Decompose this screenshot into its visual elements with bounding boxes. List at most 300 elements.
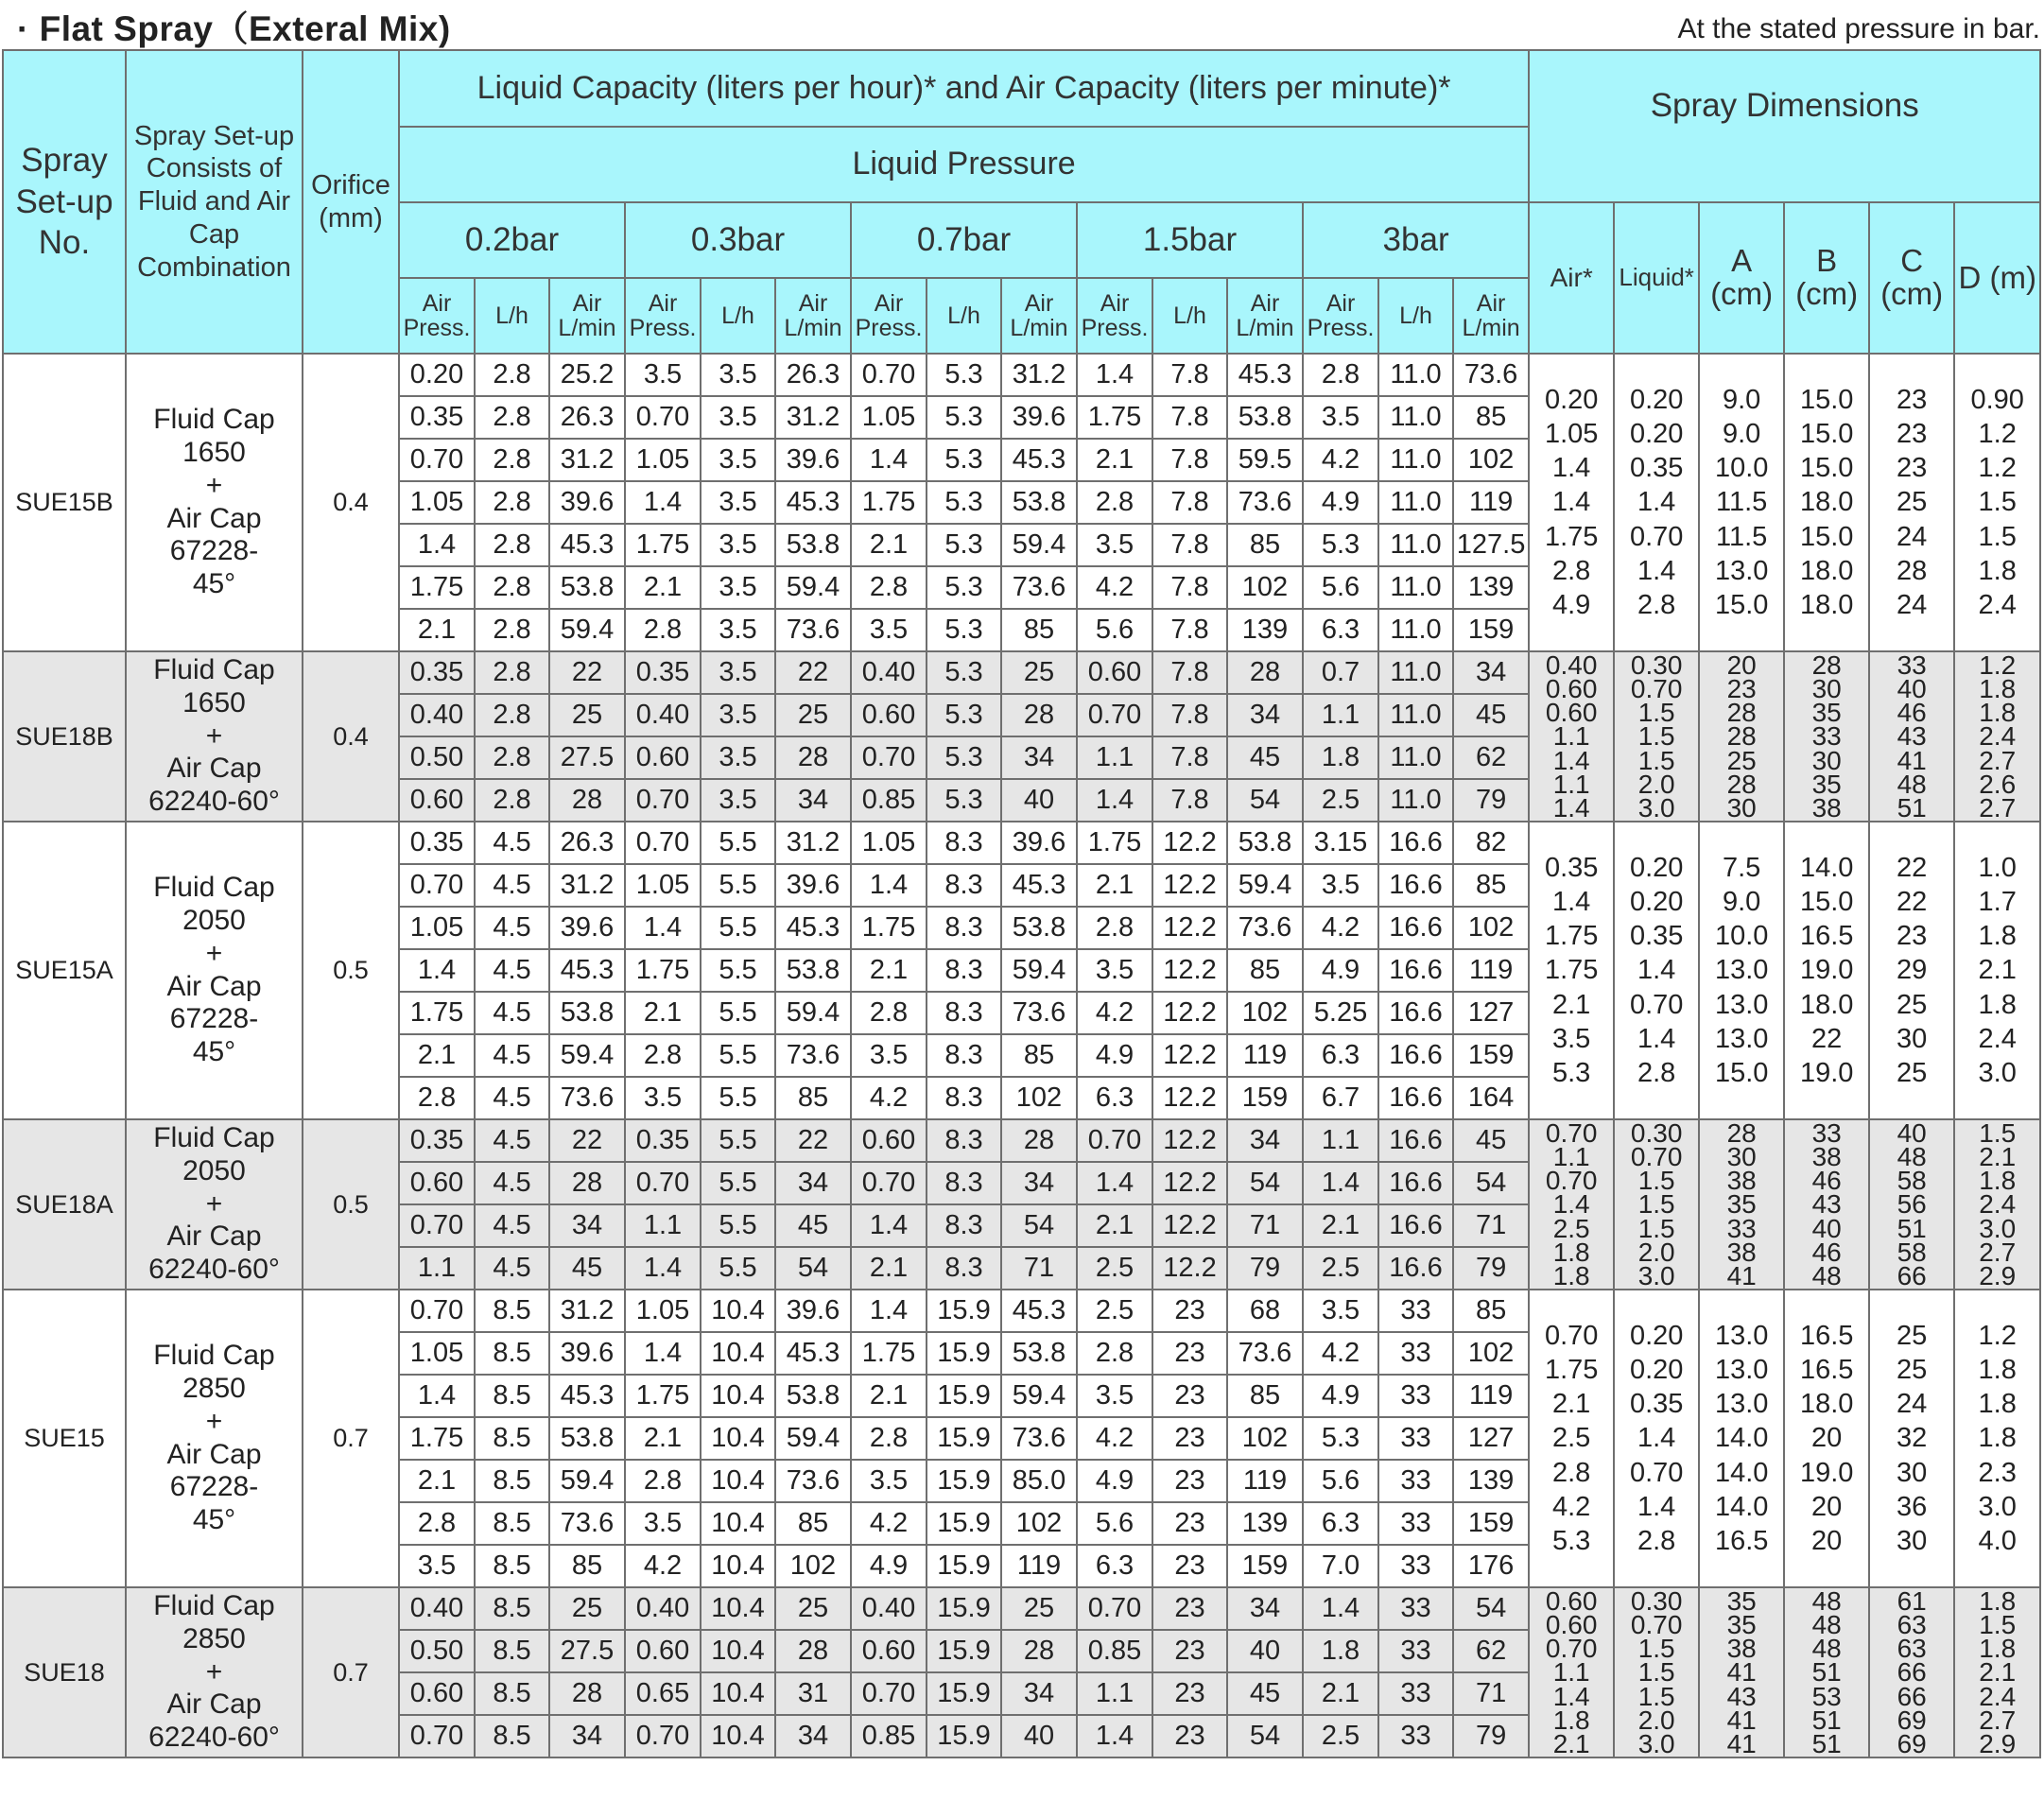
header-b: B (cm) — [1784, 202, 1869, 354]
combo-line: Fluid Cap — [153, 1122, 275, 1153]
value-cell: 4.2 — [1303, 439, 1378, 481]
value-cell: 71 — [1227, 1204, 1303, 1247]
value-cell: 15.9 — [927, 1672, 1001, 1715]
value-cell: 0.85 — [851, 1715, 927, 1757]
value-cell: 5.3 — [927, 736, 1001, 779]
value-cell: 2.8 — [625, 1460, 701, 1502]
value-cell: 45 — [775, 1204, 851, 1247]
value-cell: 2.8 — [475, 566, 549, 609]
value-cell: 4.2 — [1077, 1417, 1152, 1460]
value-cell: 59.4 — [775, 566, 851, 609]
header-pressure-0-7: 0.7bar — [851, 202, 1077, 278]
dimension-a-cell: 13.0 13.0 13.0 14.0 14.0 14.0 16.5 — [1699, 1290, 1784, 1587]
value-cell: 0.70 — [625, 396, 701, 439]
header-liquid: Liquid* — [1614, 202, 1699, 354]
value-cell: 3.5 — [701, 354, 775, 396]
value-cell: 16.6 — [1378, 864, 1453, 907]
value-cell: 102 — [1453, 1332, 1529, 1375]
value-cell: 16.6 — [1378, 822, 1453, 864]
value-cell: 45.3 — [549, 524, 625, 566]
value-cell: 25 — [1001, 651, 1077, 694]
value-cell: 53.8 — [1001, 907, 1077, 949]
value-cell: 6.3 — [1077, 1077, 1152, 1119]
value-cell: 6.3 — [1303, 1502, 1378, 1545]
value-cell: 1.4 — [625, 1332, 701, 1375]
value-cell: 45.3 — [1001, 1290, 1077, 1332]
value-cell: 5.5 — [701, 1247, 775, 1290]
value-cell: 7.8 — [1152, 354, 1227, 396]
value-cell: 45.3 — [1001, 864, 1077, 907]
value-cell: 1.8 — [1303, 736, 1378, 779]
value-cell: 22 — [549, 651, 625, 694]
value-cell: 2.8 — [475, 354, 549, 396]
value-cell: 4.5 — [475, 1162, 549, 1204]
value-cell: 4.9 — [1303, 1375, 1378, 1417]
value-cell: 59.4 — [549, 609, 625, 651]
value-cell: 0.60 — [625, 1630, 701, 1672]
value-cell: 4.9 — [1303, 949, 1378, 992]
value-cell: 23 — [1152, 1332, 1227, 1375]
value-cell: 7.8 — [1152, 779, 1227, 822]
setup-no-cell: SUE15A — [3, 822, 126, 1119]
value-cell: 34 — [1001, 1672, 1077, 1715]
value-cell: 3.5 — [1077, 524, 1152, 566]
combo-cell — [126, 651, 303, 822]
value-cell: 3.5 — [1077, 1375, 1152, 1417]
value-cell: 0.85 — [851, 779, 927, 822]
value-cell: 53.8 — [775, 949, 851, 992]
value-cell: 5.3 — [927, 566, 1001, 609]
value-cell: 2.1 — [851, 1375, 927, 1417]
value-cell: 59.4 — [1001, 949, 1077, 992]
setup-no-cell: SUE18 — [3, 1587, 126, 1757]
value-cell: 34 — [1227, 1587, 1303, 1630]
value-cell: 159 — [1453, 1034, 1529, 1077]
combo-line: 1650 — [182, 436, 246, 468]
value-cell: 16.6 — [1378, 1077, 1453, 1119]
value-cell: 2.5 — [1077, 1290, 1152, 1332]
value-cell: 23 — [1152, 1417, 1227, 1460]
table-row — [3, 354, 2040, 396]
value-cell: 28 — [775, 1630, 851, 1672]
value-cell: 79 — [1453, 1715, 1529, 1757]
value-cell: 34 — [549, 1715, 625, 1757]
value-cell: 73.6 — [775, 609, 851, 651]
value-cell: 2.8 — [475, 396, 549, 439]
value-cell: 8.3 — [927, 907, 1001, 949]
value-cell: 3.5 — [1303, 864, 1378, 907]
dimension-liquid-cell: 0.30 0.70 1.5 1.5 1.5 2.0 3.0 — [1614, 1119, 1699, 1290]
combo-line: + — [205, 719, 223, 752]
value-cell: 0.70 — [625, 1162, 701, 1204]
value-cell: 85 — [775, 1502, 851, 1545]
value-cell: 2.8 — [475, 694, 549, 736]
value-cell: 0.70 — [399, 1715, 475, 1757]
value-cell: 12.2 — [1152, 1119, 1227, 1162]
value-cell: 7.8 — [1152, 651, 1227, 694]
value-cell: 26.3 — [549, 822, 625, 864]
value-cell: 59.4 — [775, 992, 851, 1034]
value-cell: 2.8 — [475, 736, 549, 779]
value-cell: 0.70 — [851, 1162, 927, 1204]
value-cell: 7.8 — [1152, 566, 1227, 609]
value-cell: 0.35 — [399, 651, 475, 694]
dimension-liquid-cell: 0.30 0.70 1.5 1.5 1.5 2.0 3.0 — [1614, 651, 1699, 822]
value-cell: 59.4 — [549, 1034, 625, 1077]
value-cell: 1.05 — [625, 864, 701, 907]
value-cell: 1.05 — [399, 481, 475, 524]
combo-line: Fluid Cap — [153, 872, 275, 904]
value-cell: 2.1 — [625, 992, 701, 1034]
value-cell: 5.5 — [701, 1034, 775, 1077]
pressure-note: At the stated pressure in bar. — [1677, 13, 2040, 44]
value-cell: 1.4 — [399, 1375, 475, 1417]
header-liquid-pressure: Liquid Pressure — [399, 127, 1529, 202]
value-cell: 0.60 — [399, 1162, 475, 1204]
dimension-d-cell: 0.90 1.2 1.2 1.5 1.5 1.8 2.4 — [1954, 354, 2040, 651]
value-cell: 2.8 — [475, 524, 549, 566]
value-cell: 54 — [1227, 779, 1303, 822]
value-cell: 1.4 — [1077, 779, 1152, 822]
value-cell: 33 — [1378, 1545, 1453, 1587]
value-cell: 12.2 — [1152, 1077, 1227, 1119]
value-cell: 5.3 — [1303, 524, 1378, 566]
value-cell: 5.25 — [1303, 992, 1378, 1034]
dimension-d-cell: 1.2 1.8 1.8 2.4 2.7 2.6 2.7 — [1954, 651, 2040, 822]
value-cell: 53.8 — [1227, 396, 1303, 439]
value-cell: 10.4 — [701, 1672, 775, 1715]
value-cell: 0.70 — [399, 439, 475, 481]
value-cell: 53.8 — [1001, 481, 1077, 524]
value-cell: 2.8 — [851, 566, 927, 609]
value-cell: 3.15 — [1303, 822, 1378, 864]
value-cell: 4.2 — [1077, 566, 1152, 609]
value-cell: 16.6 — [1378, 1247, 1453, 1290]
value-cell: 176 — [1453, 1545, 1529, 1587]
combo-line: Fluid Cap — [153, 1340, 275, 1372]
value-cell: 0.70 — [1077, 694, 1152, 736]
value-cell: 11.0 — [1378, 609, 1453, 651]
value-cell: 139 — [1227, 1502, 1303, 1545]
value-cell: 3.5 — [625, 354, 701, 396]
value-cell: 11.0 — [1378, 736, 1453, 779]
value-cell: 8.3 — [927, 1162, 1001, 1204]
value-cell: 0.70 — [1077, 1119, 1152, 1162]
value-cell: 5.5 — [701, 992, 775, 1034]
value-cell: 62 — [1453, 736, 1529, 779]
value-cell: 3.5 — [701, 524, 775, 566]
combo-line: 2850 — [182, 1372, 246, 1404]
value-cell: 26.3 — [775, 354, 851, 396]
value-cell: 33 — [1378, 1715, 1453, 1757]
value-cell: 10.4 — [701, 1587, 775, 1630]
value-cell: 159 — [1227, 1077, 1303, 1119]
value-cell: 8.5 — [475, 1715, 549, 1757]
value-cell: 15.9 — [927, 1502, 1001, 1545]
dimension-c-cell: 33 40 46 43 41 48 51 — [1869, 651, 1954, 822]
value-cell: 12.2 — [1152, 822, 1227, 864]
value-cell: 45 — [549, 1247, 625, 1290]
value-cell: 68 — [1227, 1290, 1303, 1332]
value-cell: 28 — [1227, 651, 1303, 694]
value-cell: 1.75 — [625, 949, 701, 992]
value-cell: 85 — [1227, 949, 1303, 992]
value-cell: 7.8 — [1152, 524, 1227, 566]
value-cell: 0.70 — [625, 822, 701, 864]
value-cell: 4.5 — [475, 822, 549, 864]
value-cell: 59.4 — [1001, 524, 1077, 566]
value-cell: 4.5 — [475, 949, 549, 992]
setup-no-cell: SUE15B — [3, 354, 126, 651]
value-cell: 73.6 — [549, 1502, 625, 1545]
value-cell: 33 — [1378, 1460, 1453, 1502]
value-cell: 159 — [1453, 1502, 1529, 1545]
value-cell: 15.9 — [927, 1587, 1001, 1630]
value-cell: 6.3 — [1303, 609, 1378, 651]
value-cell: 2.1 — [399, 609, 475, 651]
value-cell: 5.5 — [701, 864, 775, 907]
dimension-c-cell: 40 48 58 56 51 58 66 — [1869, 1119, 1954, 1290]
header-air: Air* — [1529, 202, 1614, 354]
value-cell: 8.3 — [927, 864, 1001, 907]
value-cell: 27.5 — [549, 736, 625, 779]
value-cell: 28 — [1001, 694, 1077, 736]
value-cell: 2.1 — [1303, 1204, 1378, 1247]
value-cell: 3.5 — [701, 566, 775, 609]
value-cell: 33 — [1378, 1417, 1453, 1460]
dimension-c-cell: 22 22 23 29 25 30 25 — [1869, 822, 1954, 1119]
value-cell: 3.5 — [851, 1460, 927, 1502]
value-cell: 31 — [775, 1672, 851, 1715]
subheader-lh: L/h — [1378, 278, 1453, 354]
value-cell: 4.2 — [625, 1545, 701, 1587]
combo-line: + — [205, 469, 223, 501]
value-cell: 119 — [1453, 949, 1529, 992]
value-cell: 1.1 — [1303, 1119, 1378, 1162]
value-cell: 3.5 — [701, 396, 775, 439]
value-cell: 119 — [1453, 481, 1529, 524]
combo-line: Air Cap — [166, 970, 262, 1002]
value-cell: 31.2 — [1001, 354, 1077, 396]
value-cell: 23 — [1152, 1290, 1227, 1332]
orifice-cell: 0.7 — [303, 1290, 399, 1587]
value-cell: 53.8 — [549, 992, 625, 1034]
value-cell: 16.6 — [1378, 1204, 1453, 1247]
subheader-air-press: Air Press. — [1077, 278, 1152, 354]
combo-cell — [126, 822, 303, 1119]
value-cell: 2.8 — [399, 1077, 475, 1119]
subheader-air-lmin: Air L/min — [549, 278, 625, 354]
value-cell: 1.1 — [1077, 736, 1152, 779]
subheader-lh: L/h — [701, 278, 775, 354]
value-cell: 1.75 — [625, 524, 701, 566]
value-cell: 71 — [1453, 1672, 1529, 1715]
value-cell: 59.5 — [1227, 439, 1303, 481]
value-cell: 8.5 — [475, 1502, 549, 1545]
value-cell: 33 — [1378, 1290, 1453, 1332]
value-cell: 45.3 — [1227, 354, 1303, 396]
value-cell: 23 — [1152, 1460, 1227, 1502]
value-cell: 4.5 — [475, 864, 549, 907]
value-cell: 25 — [775, 1587, 851, 1630]
dimension-a-cell: 35 35 38 41 43 41 41 — [1699, 1587, 1784, 1757]
dimension-c-cell: 23 23 23 25 24 28 24 — [1869, 354, 1954, 651]
value-cell: 4.5 — [475, 1077, 549, 1119]
combo-line: Air Cap — [166, 1438, 262, 1470]
dimension-air-cell: 0.20 1.05 1.4 1.4 1.75 2.8 4.9 — [1529, 354, 1614, 651]
value-cell: 0.70 — [851, 1672, 927, 1715]
value-cell: 4.5 — [475, 1204, 549, 1247]
value-cell: 5.3 — [927, 779, 1001, 822]
value-cell: 5.5 — [701, 1077, 775, 1119]
value-cell: 2.1 — [399, 1034, 475, 1077]
value-cell: 102 — [1001, 1077, 1077, 1119]
value-cell: 102 — [1227, 992, 1303, 1034]
value-cell: 11.0 — [1378, 354, 1453, 396]
value-cell: 1.4 — [1303, 1587, 1378, 1630]
value-cell: 2.8 — [1303, 354, 1378, 396]
value-cell: 10.4 — [701, 1417, 775, 1460]
value-cell: 53.8 — [1001, 1332, 1077, 1375]
value-cell: 2.8 — [1077, 1332, 1152, 1375]
combo-line: 45° — [192, 1504, 236, 1536]
value-cell: 28 — [1001, 1119, 1077, 1162]
value-cell: 7.0 — [1303, 1545, 1378, 1587]
value-cell: 34 — [549, 1204, 625, 1247]
subheader-air-lmin: Air L/min — [1001, 278, 1077, 354]
value-cell: 28 — [549, 1162, 625, 1204]
dimension-air-cell: 0.40 0.60 0.60 1.1 1.4 1.1 1.4 — [1529, 651, 1614, 822]
combo-line: Fluid Cap — [153, 1590, 275, 1621]
subheader-air-press: Air Press. — [1303, 278, 1378, 354]
value-cell: 4.9 — [1077, 1034, 1152, 1077]
value-cell: 73.6 — [1227, 907, 1303, 949]
combo-line: 67228- — [169, 1003, 259, 1035]
value-cell: 39.6 — [1001, 822, 1077, 864]
value-cell: 0.40 — [625, 1587, 701, 1630]
value-cell: 33 — [1378, 1630, 1453, 1672]
value-cell: 0.60 — [399, 1672, 475, 1715]
combo-line: 62240-60° — [148, 1722, 280, 1754]
value-cell: 2.1 — [625, 566, 701, 609]
value-cell: 25 — [549, 694, 625, 736]
dimension-a-cell: 9.0 9.0 10.0 11.5 11.5 13.0 15.0 — [1699, 354, 1784, 651]
value-cell: 23 — [1152, 1587, 1227, 1630]
value-cell: 0.60 — [1077, 651, 1152, 694]
value-cell: 4.2 — [851, 1077, 927, 1119]
value-cell: 23 — [1152, 1502, 1227, 1545]
combo-line: Fluid Cap — [153, 404, 275, 436]
value-cell: 5.5 — [701, 907, 775, 949]
value-cell: 5.3 — [927, 694, 1001, 736]
value-cell: 0.40 — [399, 694, 475, 736]
header-orifice: Orifice (mm) — [303, 50, 399, 354]
value-cell: 2.5 — [1303, 779, 1378, 822]
value-cell: 5.5 — [701, 1162, 775, 1204]
value-cell: 15.9 — [927, 1290, 1001, 1332]
value-cell: 53.8 — [775, 1375, 851, 1417]
value-cell: 8.3 — [927, 1034, 1001, 1077]
value-cell: 59.4 — [775, 1417, 851, 1460]
value-cell: 28 — [775, 736, 851, 779]
dimension-b-cell: 33 38 46 43 40 46 48 — [1784, 1119, 1869, 1290]
value-cell: 1.1 — [399, 1247, 475, 1290]
orifice-cell: 0.4 — [303, 651, 399, 822]
value-cell: 73.6 — [1227, 481, 1303, 524]
value-cell: 1.75 — [851, 907, 927, 949]
value-cell: 2.5 — [1303, 1715, 1378, 1757]
value-cell: 4.2 — [851, 1502, 927, 1545]
value-cell: 45.3 — [549, 1375, 625, 1417]
value-cell: 34 — [775, 1715, 851, 1757]
value-cell: 1.4 — [851, 439, 927, 481]
subheader-lh: L/h — [475, 278, 549, 354]
value-cell: 3.5 — [625, 1077, 701, 1119]
value-cell: 1.1 — [625, 1204, 701, 1247]
value-cell: 2.5 — [1077, 1247, 1152, 1290]
value-cell: 1.8 — [1303, 1630, 1378, 1672]
value-cell: 2.8 — [851, 1417, 927, 1460]
value-cell: 15.9 — [927, 1417, 1001, 1460]
value-cell: 0.70 — [625, 779, 701, 822]
value-cell: 5.3 — [927, 396, 1001, 439]
value-cell: 102 — [775, 1545, 851, 1587]
value-cell: 85 — [1227, 1375, 1303, 1417]
value-cell: 119 — [1453, 1375, 1529, 1417]
value-cell: 54 — [1453, 1162, 1529, 1204]
table-row — [3, 1119, 2040, 1162]
value-cell: 0.60 — [399, 779, 475, 822]
value-cell: 3.5 — [701, 651, 775, 694]
value-cell: 119 — [1001, 1545, 1077, 1587]
table-row — [3, 1290, 2040, 1332]
value-cell: 2.8 — [625, 609, 701, 651]
combo-line: Air Cap — [166, 1221, 262, 1253]
value-cell: 31.2 — [775, 822, 851, 864]
value-cell: 4.2 — [1303, 907, 1378, 949]
header-pressure-1-5: 1.5bar — [1077, 202, 1303, 278]
combo-cell — [126, 1119, 303, 1290]
combo-line: 1650 — [182, 686, 246, 719]
value-cell: 3.5 — [625, 1502, 701, 1545]
value-cell: 0.60 — [851, 1630, 927, 1672]
combo-line: 62240-60° — [148, 786, 280, 818]
setup-no-cell: SUE18B — [3, 651, 126, 822]
value-cell: 2.1 — [851, 524, 927, 566]
value-cell: 2.8 — [851, 992, 927, 1034]
combo-cell — [126, 1587, 303, 1757]
value-cell: 1.05 — [625, 1290, 701, 1332]
value-cell: 73.6 — [775, 1034, 851, 1077]
value-cell: 23 — [1152, 1672, 1227, 1715]
value-cell: 53.8 — [549, 1417, 625, 1460]
value-cell: 82 — [1453, 822, 1529, 864]
value-cell: 39.6 — [775, 1290, 851, 1332]
value-cell: 159 — [1453, 609, 1529, 651]
value-cell: 1.4 — [1077, 354, 1152, 396]
value-cell: 1.4 — [851, 864, 927, 907]
value-cell: 7.8 — [1152, 396, 1227, 439]
subheader-lh: L/h — [927, 278, 1001, 354]
value-cell: 28 — [549, 1672, 625, 1715]
value-cell: 1.75 — [625, 1375, 701, 1417]
header-capacity: Liquid Capacity (liters per hour)* and Air Capacity (liters per minute)* — [399, 50, 1529, 127]
value-cell: 25.2 — [549, 354, 625, 396]
value-cell: 10.4 — [701, 1290, 775, 1332]
value-cell: 22 — [775, 1119, 851, 1162]
value-cell: 73.6 — [1001, 566, 1077, 609]
value-cell: 1.75 — [399, 566, 475, 609]
